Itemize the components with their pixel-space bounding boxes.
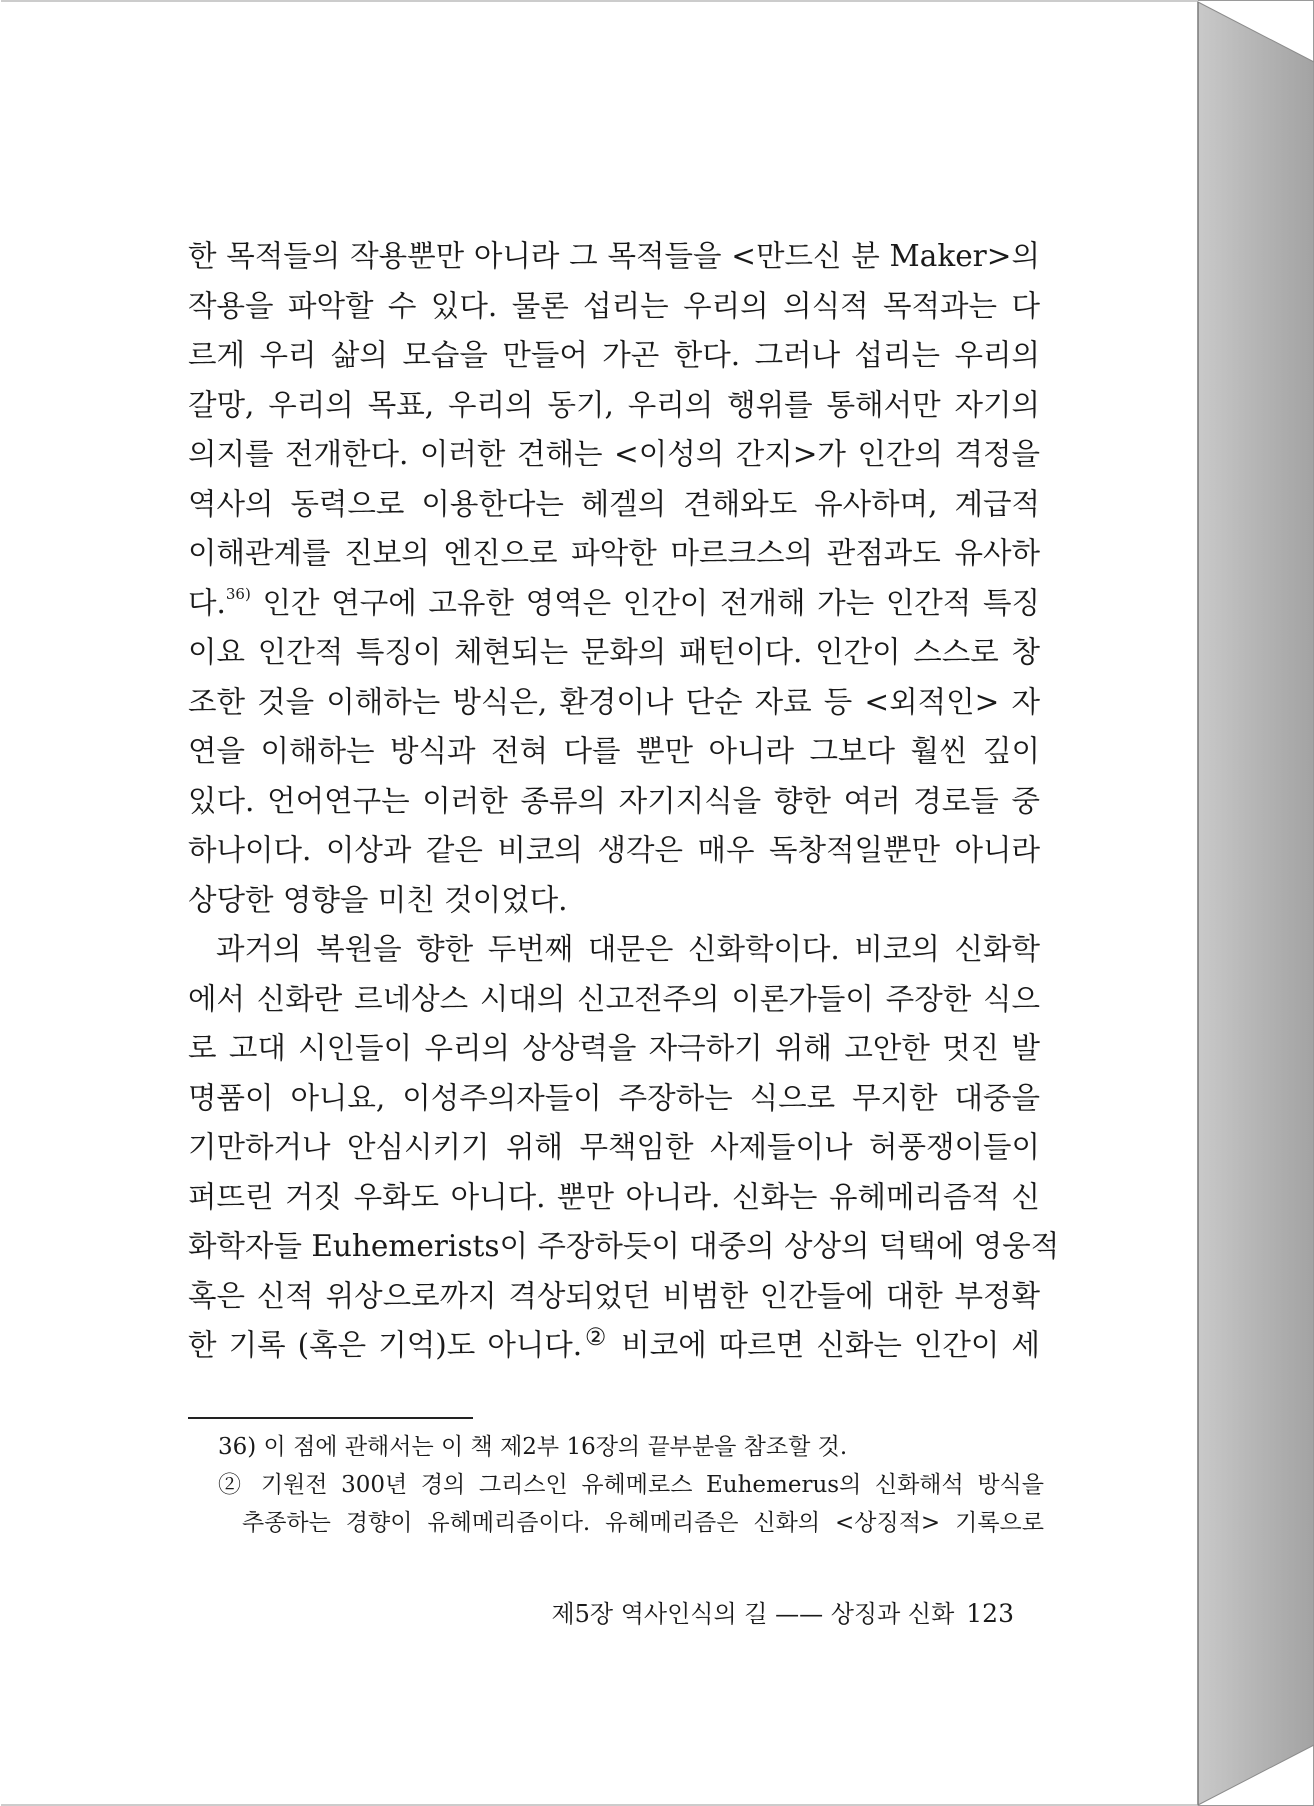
main-text (188, 232, 1060, 1371)
text-line-with-footnote (188, 579, 1040, 629)
text-line: 에서 신화란 르네상스 시대의 신고전주의 이론가들이 주장한 식으 (188, 981, 1040, 1016)
line-prefix: 다. (188, 585, 226, 620)
footnote-ref-36: 36) (225, 584, 251, 603)
footnote-2-line-1: ② 기원전 300년 경의 그리스인 유헤메로스 Euhemerus의 신화해석 방식을 (218, 1472, 1044, 1498)
line-rest: 인간 연구에 고유한 영역은 인간이 전개해 가는 인간적 특징 (262, 585, 1040, 620)
footnote-36: 36) 이 점에 관해서는 이 책 제2부 16장의 끝부분을 참조할 것. (218, 1434, 848, 1460)
text-line: 연을 이해하는 방식과 전혀 다를 뿐만 아니라 그보다 훨씬 깊이 (188, 734, 1040, 768)
line-rest: 비코에 따르면 신화는 인간이 세 (621, 1328, 1040, 1362)
text-line: 기만하거나 안심시키기 위해 무책임한 사제들이나 허풍쟁이들이 (188, 1130, 1040, 1164)
text-line: 혹은 신적 위상으로까지 격상되었던 비범한 인간들에 대한 부정확 (188, 1278, 1040, 1313)
text-line: 르게 우리 삶의 모습을 만들어 가곤 한다. 그러나 섭리는 우리의 (188, 338, 1040, 372)
text-line: 퍼뜨린 거짓 우화도 아니다. 뿐만 아니라. 신화는 유헤메리즘적 신 (188, 1179, 1040, 1214)
page-number: 123 (966, 1599, 1014, 1628)
text-line: 로 고대 시인들이 우리의 상상력을 자극하기 위해 고안한 멋진 발 (188, 1031, 1040, 1065)
text-line: 있다. 언어연구는 이러한 종류의 자기지식을 향한 여러 경로들 중 (188, 783, 1040, 818)
footnote-2-line-2: 추종하는 경향이 유헤메리즘이다. 유헤메리즘은 신화의 <상징적> 기록으로 (242, 1510, 1044, 1536)
running-footer (540, 1594, 1014, 1629)
text-line: 작용을 파악할 수 있다. 물론 섭리는 우리의 의식적 목적과는 다 (188, 288, 1040, 323)
running-title: 제5장 역사인식의 길 —— 상징과 신화 (551, 1600, 955, 1628)
text-line-paragraph-start: 과거의 복원을 향한 두번째 대문은 신화학이다. 비코의 신화학 (216, 932, 1040, 966)
footnotes (218, 1428, 1044, 1542)
text-line: 명품이 아니요, 이성주의자들이 주장하는 식으로 무지한 대중을 (188, 1080, 1040, 1115)
text-line: 화학자들 Euhemerists이 주장하듯이 대중의 상상의 덕택에 영웅적 (188, 1229, 1060, 1263)
line-prefix: 한 기록 (혹은 기억)도 아니다. (188, 1328, 583, 1362)
footnote-ref-2: ② (582, 1323, 610, 1351)
footnote-divider (188, 1417, 473, 1419)
text-line: 조한 것을 이해하는 방식은, 환경이나 단순 자료 등 <외적인> 자 (188, 684, 1040, 719)
text-line: 하나이다. 이상과 같은 비코의 생각은 매우 독창적일뿐만 아니라 (188, 833, 1040, 867)
text-line: 이요 인간적 특징이 체현되는 문화의 패턴이다. 인간이 스스로 창 (188, 635, 1040, 669)
text-line-paragraph-end: 상당한 영향을 미친 것이었다. (188, 882, 568, 917)
text-line-with-footnote (188, 1321, 1040, 1371)
text-line: 역사의 동력으로 이용한다는 헤겔의 견해와도 유사하며, 계급적 (188, 486, 1040, 521)
text-line: 의지를 전개한다. 이러한 견해는 <이성의 간지>가 인간의 격정을 (188, 437, 1040, 471)
text-line: 한 목적들의 작용뿐만 아니라 그 목적들을 <만드신 분 Maker>의 (188, 239, 1040, 273)
text-line: 갈망, 우리의 목표, 우리의 동기, 우리의 행위를 통해서만 자기의 (188, 387, 1040, 422)
text-line: 이해관계를 진보의 엔진으로 파악한 마르크스의 관점과도 유사하 (188, 536, 1040, 570)
